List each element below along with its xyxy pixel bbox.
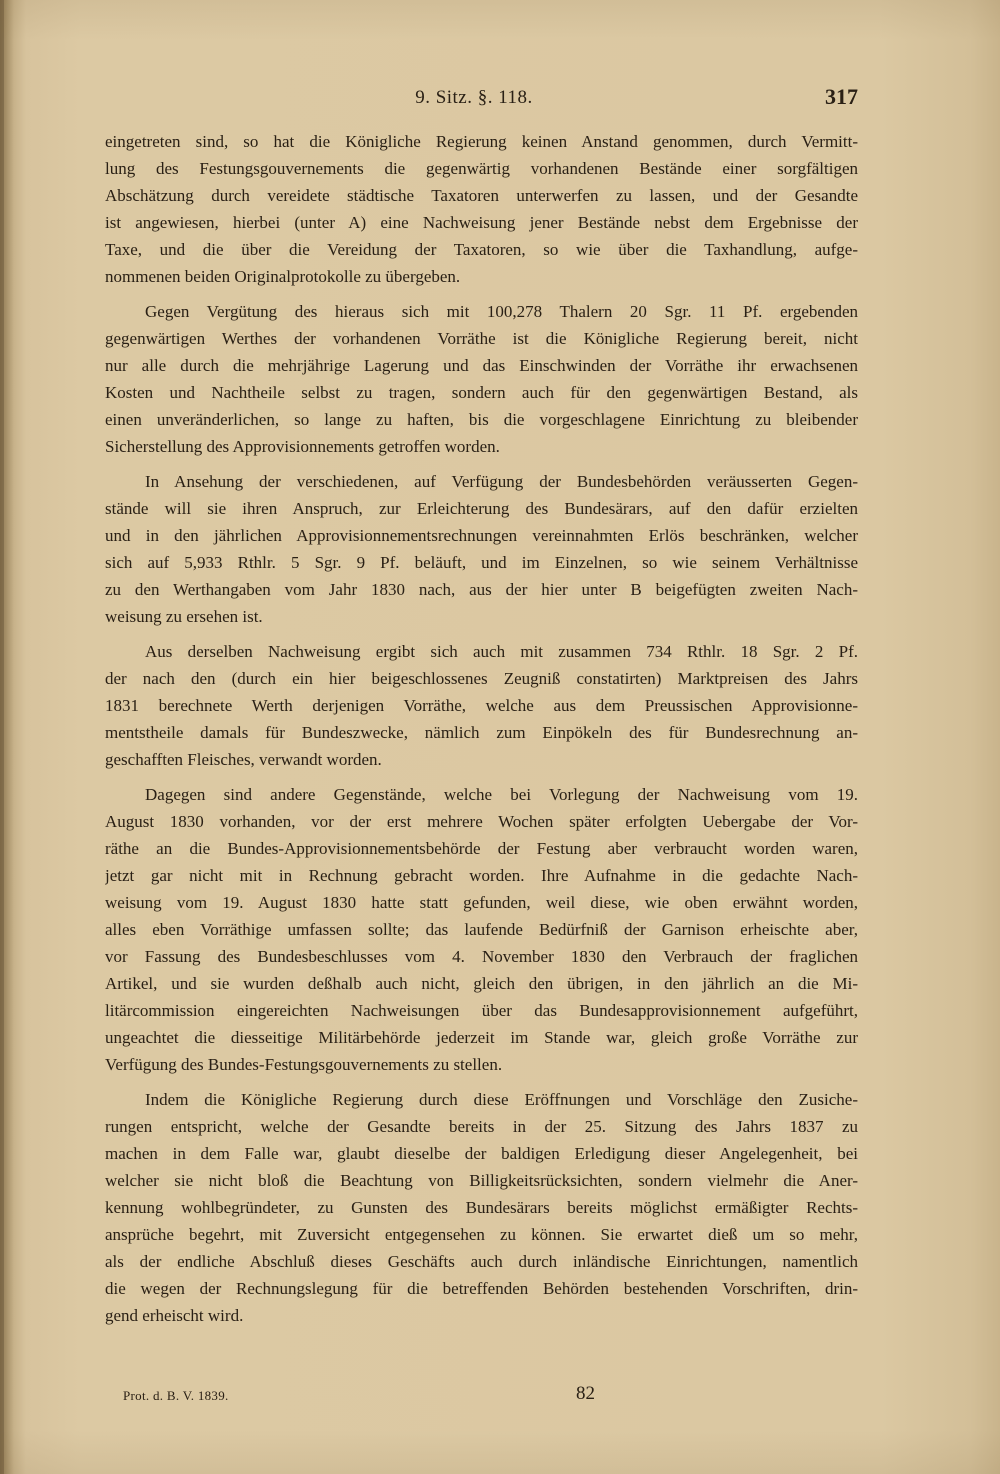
body-text [105, 128, 858, 1329]
text-line: kennung wohlbegründeter, zu Gunsten des Bundesärars bereits möglichst ermäßigter Rechts- [105, 1198, 858, 1217]
text-line: Indem die Königliche Regierung durch diese Eröffnungen und Vorschläge den Zusiche- [145, 1090, 858, 1109]
text-line: gend erheischt wird. [105, 1306, 244, 1325]
page-number: 317 [825, 84, 858, 109]
text-line: räthe an die Bundes-Approvisionnementsbehörde der Festung aber verbraucht worden waren, [105, 839, 858, 858]
text-line: Sicherstellung des Approvisionnements getroffen worden. [105, 437, 500, 456]
text-line: stände will sie ihren Anspruch, zur Erleichterung des Bundesärars, auf den dafür erzielten [105, 499, 858, 518]
text-line: eingetreten sind, so hat die Königliche Regierung keinen Anstand genommen, durch Vermitt- [105, 132, 858, 151]
text-line: Taxe, und die über die Vereidung der Taxatoren, so wie über die Taxhandlung, aufge- [105, 240, 858, 259]
paragraph [105, 298, 858, 460]
text-line: Aus derselben Nachweisung ergibt sich auch mit zusammen 734 Rthlr. 18 Sgr. 2 Pf. [145, 642, 858, 661]
paragraph [105, 468, 858, 630]
text-line: zu den Werthangaben vom Jahr 1830 nach, aus der hier unter B beigefügten zweiten Nach- [105, 580, 858, 599]
footer-sheet-number: 82 [576, 1383, 595, 1404]
text-line: Kosten und Nachtheile selbst zu tragen, sondern auch für den gegenwärtigen Bestand, als [105, 383, 858, 402]
text-line: gegenwärtigen Werthes der vorhandenen Vorräthe ist die Königliche Regierung bereit, nicht [105, 329, 858, 348]
paragraph [105, 128, 858, 290]
text-line: Dagegen sind andere Gegenstände, welche bei Vorlegung der Nachweisung vom 19. [145, 785, 858, 804]
binding-edge [0, 0, 4, 1474]
footer-signature: Prot. d. B. V. 1839. [123, 1388, 229, 1403]
text-line: sich auf 5,933 Rthlr. 5 Sgr. 9 Pf. beläuft, und im Einzelnen, so wie seinem Verhältnisse [105, 553, 858, 572]
text-line: lung des Festungsgouvernements die gegenwärtig vorhandenen Bestände einer sorgfältigen [105, 159, 858, 178]
text-line: weisung vom 19. August 1830 hatte statt gefunden, weil diese, wie oben erwähnt worden, [105, 893, 858, 912]
text-line: August 1830 vorhanden, vor der erst mehrere Wochen später erfolgten Uebergabe der Vor- [105, 812, 858, 831]
text-line: geschafften Fleisches, verwandt worden. [105, 750, 382, 769]
text-line: Artikel, und sie wurden deßhalb auch nicht, gleich den übrigen, in den jährlich an die Mi- [105, 974, 858, 993]
text-line: litärcommission eingereichten Nachweisungen über das Bundesapprovisionnement aufgeführt, [105, 1001, 858, 1020]
text-line: Abschätzung durch vereidete städtische Taxatoren unterwerfen zu lassen, und der Gesandte [105, 186, 858, 205]
text-line: vor Fassung des Bundesbeschlusses vom 4. November 1830 den Verbrauch der fraglichen [105, 947, 858, 966]
text-line: Gegen Vergütung des hieraus sich mit 100,278 Thalern 20 Sgr. 11 Pf. ergebenden [145, 302, 858, 321]
paragraph [105, 1086, 858, 1329]
paragraph [105, 781, 858, 1078]
text-line: einen unveränderlichen, so lange zu haften, bis die vorgeschlagene Einrichtung zu bleibender [105, 410, 858, 429]
text-line: ansprüche begehrt, mit Zuversicht entgegensehen zu können. Sie erwartet dieß um so mehr, [105, 1225, 858, 1244]
paragraph [105, 638, 858, 773]
text-line: alles eben Vorräthige umfassen sollte; das laufende Bedürfniß der Garnison erheischte aber, [105, 920, 858, 939]
text-line: Verfügung des Bundes-Festungsgouvernements zu stellen. [105, 1055, 503, 1074]
text-line: nur alle durch die mehrjährige Lagerung und das Einschwinden der Vorräthe ihr erwachsenen [105, 356, 858, 375]
text-line: weisung zu ersehen ist. [105, 607, 263, 626]
text-line: ist angewiesen, hierbei (unter A) eine Nachweisung jener Bestände nebst dem Ergebnisse der [105, 213, 858, 232]
text-line: ungeachtet die diesseitige Militärbehörde jederzeit im Stande war, gleich große Vorräthe zur [105, 1028, 858, 1047]
text-line: nommenen beiden Originalprotokolle zu übergeben. [105, 267, 461, 286]
text-line: rungen entspricht, welche der Gesandte bereits in der 25. Sitzung des Jahrs 1837 zu [105, 1117, 858, 1136]
text-line: welcher sie nicht bloß die Beachtung von Billigkeitsrücksichten, sondern vielmehr die Aner- [105, 1171, 858, 1190]
text-line: mentstheile damals für Bundeszwecke, nämlich zum Einpökeln des für Bundesrechnung an- [105, 723, 858, 742]
text-line: 1831 berechnete Werth derjenigen Vorräthe, welche aus dem Preussischen Approvisionne- [105, 696, 858, 715]
text-line: In Ansehung der verschiedenen, auf Verfügung der Bundesbehörden veräusserten Gegen- [145, 472, 858, 491]
text-line: der nach den (durch ein hier beigeschlossenes Zeugniß constatirten) Marktpreisen des Jahrs [105, 669, 858, 688]
text-line: die wegen der Rechnungslegung für die betreffenden Behörden bestehenden Vorschriften, drin- [105, 1279, 858, 1298]
text-line: jetzt gar nicht mit in Rechnung gebracht worden. Ihre Aufnahme in die gedachte Nach- [105, 866, 858, 885]
text-line: als der endliche Abschluß dieses Geschäfts auch durch inländische Einrichtungen, namentlich [105, 1252, 858, 1271]
running-head: 9. Sitz. §. 118. [415, 87, 533, 108]
text-line: und in den jährlichen Approvisionnementsrechnungen vereinnahmten Erlös beschränken, welcher [105, 526, 858, 545]
text-line: machen in dem Falle war, glaubt dieselbe der baldigen Erledigung dieser Angelegenheit, bei [105, 1144, 858, 1163]
